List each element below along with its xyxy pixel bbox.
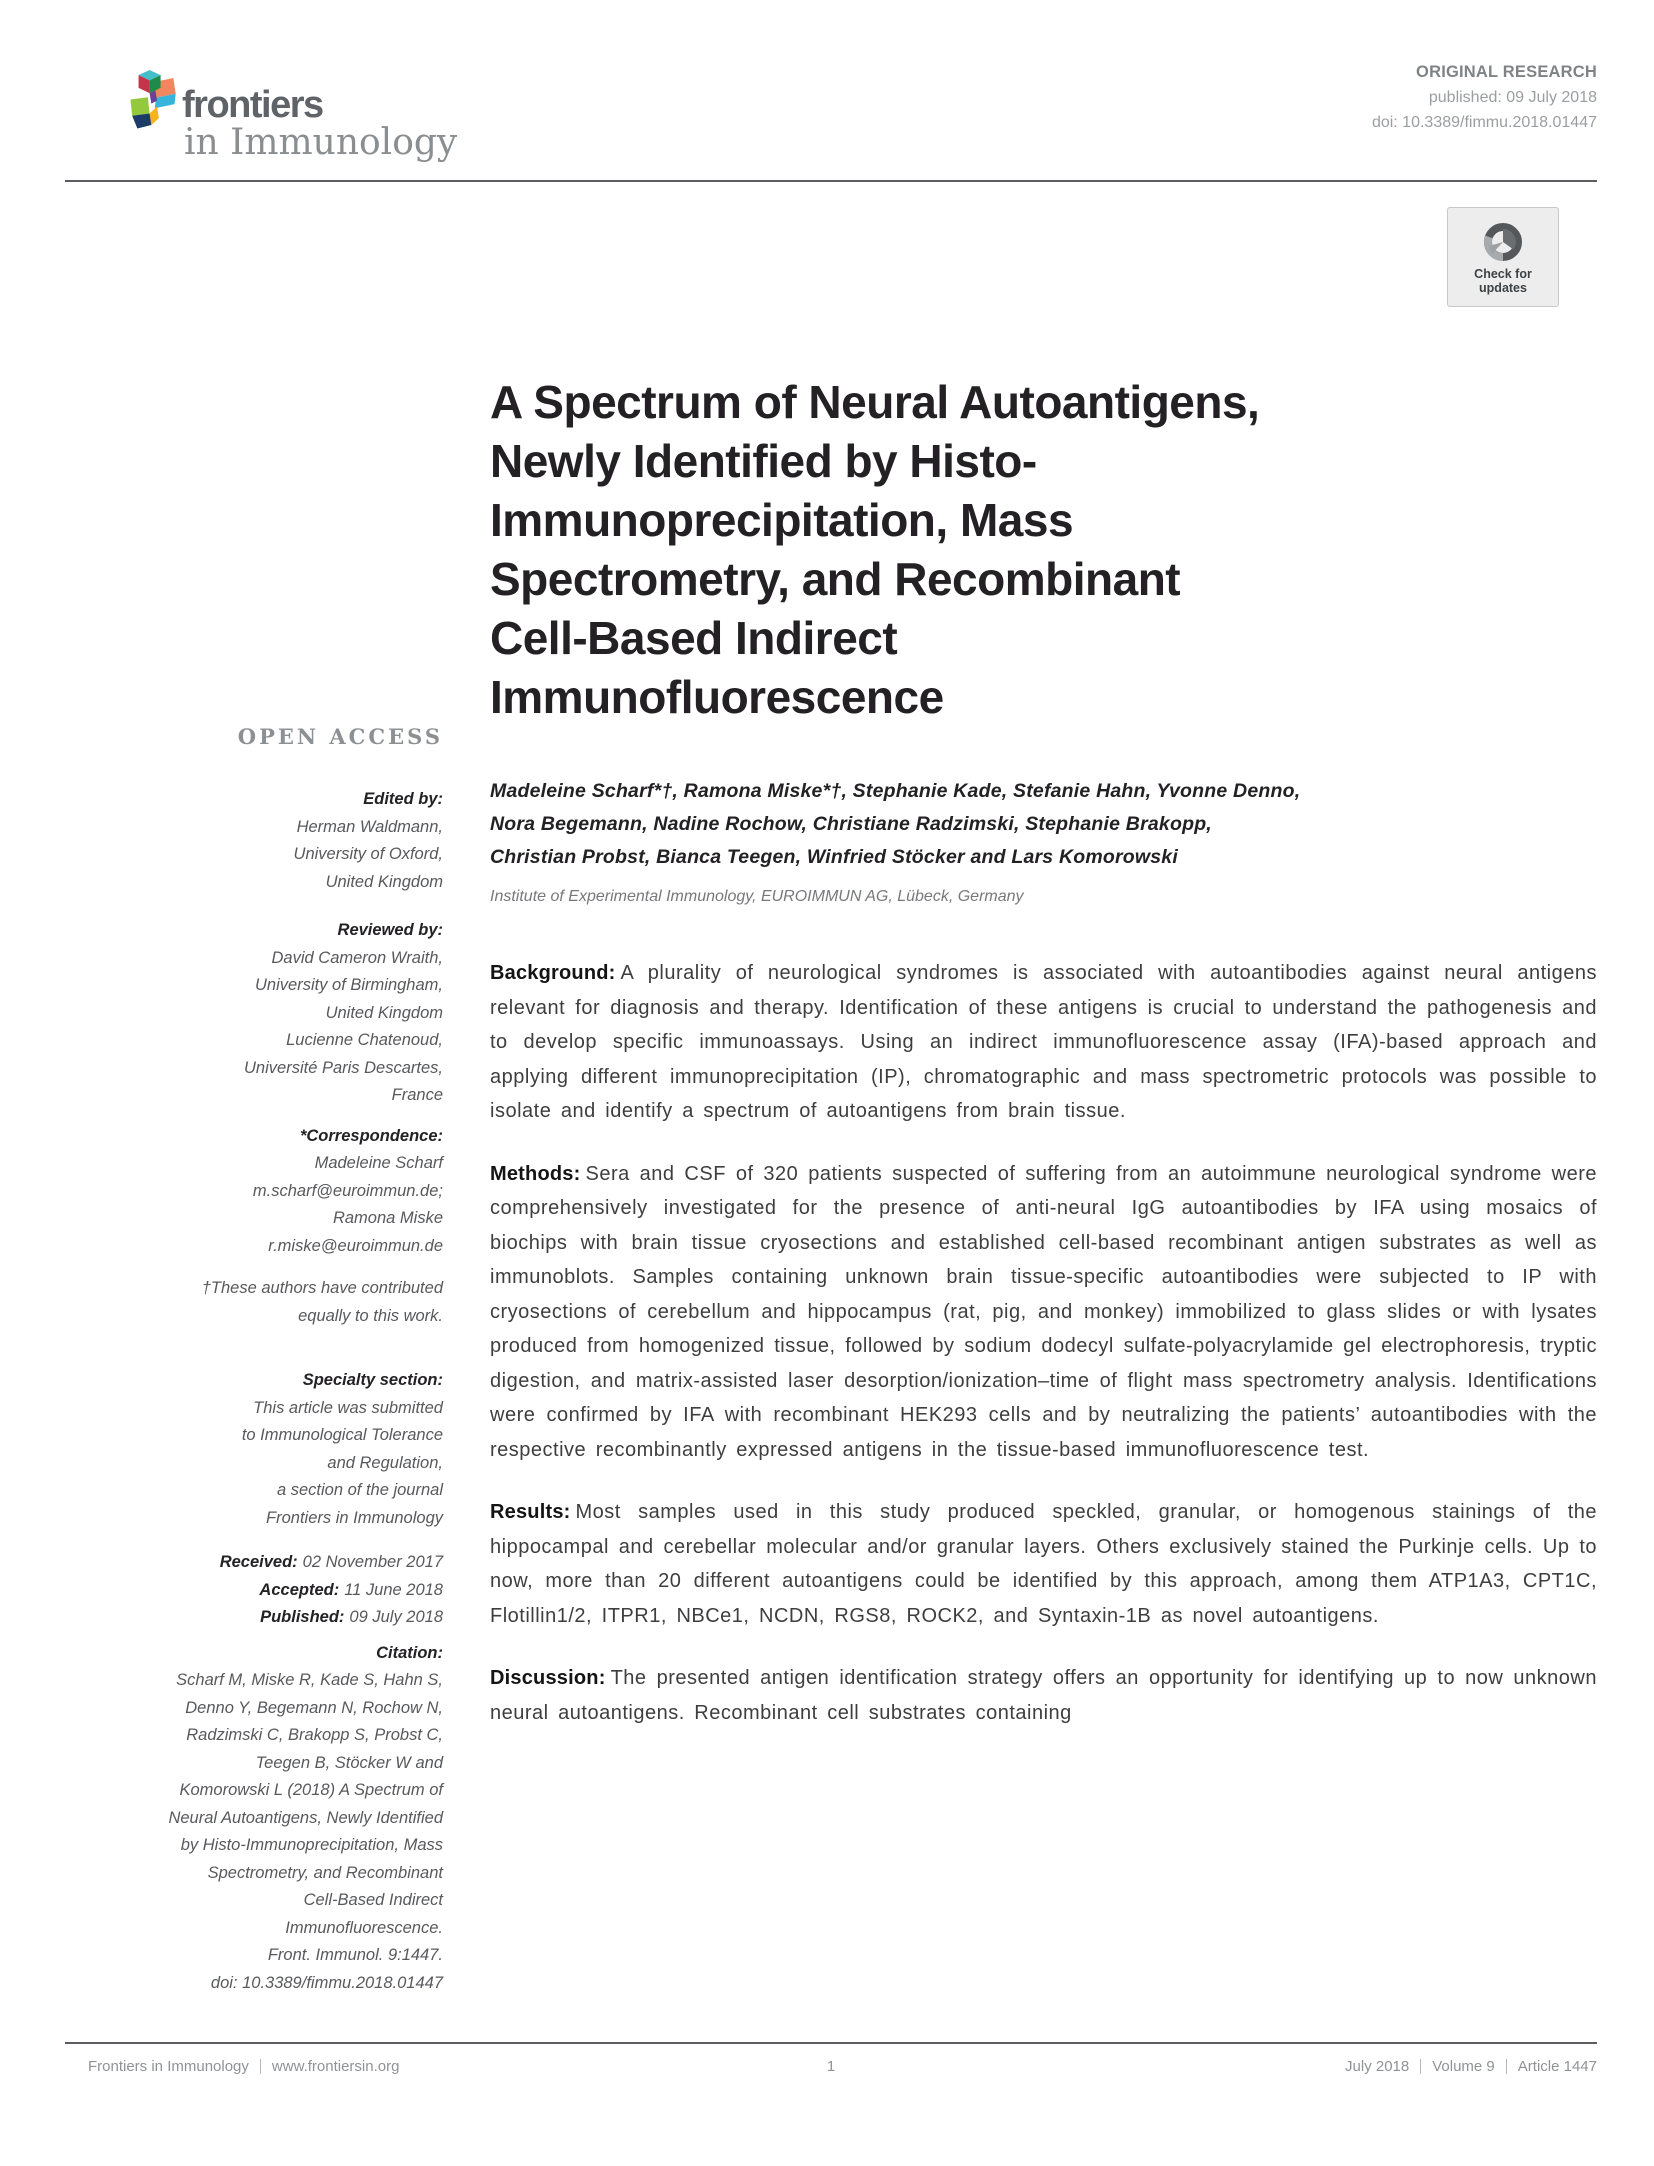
header-divider [65, 180, 1597, 182]
text-line: and Regulation, [327, 1453, 443, 1472]
text-line: Cell-Based Indirect [490, 612, 898, 664]
frontiers-cubes-icon [120, 60, 178, 146]
logo-wordmark: frontiers [182, 84, 323, 126]
text-line: University of Oxford, [293, 845, 443, 863]
accepted-date: Accepted: 11 June 2018 [259, 1580, 443, 1599]
text-line: Madeleine Scharf [314, 1154, 443, 1172]
text-line: Front. Immunol. 9:1447. [267, 1946, 443, 1964]
author-list [490, 775, 1597, 874]
text-line: Cell-Based Indirect [303, 1891, 443, 1909]
text-line: r.miske@euroimmun.de [268, 1236, 443, 1255]
footer-issue-month: July 2018 [1345, 2058, 1410, 2075]
text-line: A Spectrum of Neural Autoantigens, [490, 376, 1260, 428]
affiliation: Institute of Experimental Immunology, EUROIMMUN AG, Lübeck, Germany [490, 888, 1024, 905]
text-line: France [391, 1086, 443, 1104]
text-line: to Immunological Tolerance [241, 1426, 443, 1444]
paragraph-text: Sera and CSF of 320 patients suspected of suffering from an autoimmune neurological syndrome were comprehensively investigated for the presence of anti-neural IgG autoantibodies by IFA using mosaics of biochips with brain tissue cryosections and established cell-based recombinant antigen substrates as well as immunoblots. Samples containing unknown brain tissue-specific autoantibodies were subjected to IP with cryosections of cerebellum and hippocampus (rat, pig, and monkey) immobilized to glass slides or with lysates produced from homogenized tissue, followed by sodium dodecyl sulfate-polyacrylamide gel electrophoresis, tryptic digestion, and matrix-assisted laser desorption/ionization–time of flight mass spectrometry analysis. Identifications were confirmed by IFA with recombinant HEK293 cells and by neutralizing the patients’ autoantibodies with the respective recombinantly expressed antigens in the tissue-based immunofluorescence test. [490, 1162, 1597, 1461]
text-line: University of Birmingham, [255, 976, 443, 994]
footer-divider [65, 2042, 1597, 2044]
specialty-heading: Specialty section: [302, 1371, 443, 1389]
article-type-label: ORIGINAL RESEARCH [1416, 63, 1597, 81]
text-line: United Kingdom [325, 1003, 443, 1022]
text-line: This article was submitted [253, 1398, 443, 1417]
paragraph-text: A plurality of neurological syndromes is associated with autoantibodies against neural antigens relevant for diagnosis and therapy. Identification of these antigens is crucial to understand the pathogenesis and to develop specific immunoassays. Using an indirect immunofluorescence assay (IFA)-based approach and applying different immunoprecipitation (IP), chromatographic and mass spectrometric protocols was possible to isolate and identify a spectrum of autoantigens from brain tissue. [490, 962, 1597, 1122]
text-line: by Histo-Immunoprecipitation, Mass [180, 1836, 443, 1854]
abstract-paragraph-methods [490, 1157, 1597, 1468]
paragraph-label: Background: [490, 962, 616, 984]
contribution-note-lines [88, 1275, 443, 1330]
received-date: Received: 02 November 2017 [219, 1553, 443, 1571]
paragraph-text: The presented antigen identification strategy offers an opportunity for identifying up to now unknown neural autoantigens. Recombinant cell substrates containing [490, 1667, 1597, 1724]
article-sidebar [88, 724, 443, 1997]
paragraph-text: Most samples used in this study produced speckled, granular, or homogenous stainings of the hippocampal and cerebellar molecular and/or granular layers. Others exclusively stained the Purkinje cells. Up to now, more than 20 different autoantigens could be identified by this approach, among them ATP1A3, CPT1C, Flotillin1/2, ITPR1, NBCe1, NCDN, RGS8, ROCK2, and Syntaxin-1B as novel autoantigens. [490, 1501, 1597, 1627]
text-line: m.scharf@euroimmun.de; [252, 1181, 443, 1200]
edited-by-lines [88, 814, 443, 897]
text-line: Spectrometry, and Recombinant [490, 553, 1181, 605]
text-line: United Kingdom [325, 872, 443, 891]
history-dates [88, 1549, 443, 1632]
text-line: Université Paris Descartes, [244, 1058, 443, 1077]
text-line: Immunofluorescence [490, 671, 944, 723]
text-line: doi: 10.3389/fimmu.2018.01447 [210, 1973, 443, 1992]
text-line: Nora Begemann, Nadine Rochow, Christiane Radzimski, Stephanie Brakopp, [490, 813, 1212, 835]
text-line: Teegen B, Stöcker W and [255, 1753, 443, 1772]
page-number: 1 [826, 2058, 836, 2075]
correspondence-heading: *Correspondence: [299, 1126, 443, 1145]
text-line: Ramona Miske [332, 1209, 443, 1227]
abstract-paragraph-results [490, 1495, 1597, 1633]
specialty-section [88, 1367, 443, 1532]
text-line: Scharf M, Miske R, Kade S, Hahn S, [176, 1671, 443, 1689]
text-line: Herman Waldmann, [296, 817, 443, 836]
correspondence-section [88, 1123, 443, 1261]
text-line: Spectrometry, and Recombinant [207, 1863, 443, 1882]
reviewed-by-lines [88, 945, 443, 1110]
text-line: David Cameron Wraith, [271, 948, 443, 967]
text-line: Frontiers in Immunology [266, 1508, 443, 1527]
reviewed-by-heading: Reviewed by: [337, 921, 443, 939]
abstract-paragraph-discussion [490, 1661, 1597, 1730]
text-line: Newly Identified by Histo- [490, 435, 1037, 487]
paragraph-label: Methods: [490, 1162, 581, 1185]
text-line: Madeleine Scharf*†, Ramona Miske*†, Stephanie Kade, Stefanie Hahn, Yvonne Denno, [490, 780, 1301, 802]
text-line: equally to this work. [298, 1306, 443, 1325]
text-line: Denno Y, Begemann N, Rochow N, [185, 1698, 443, 1717]
abstract-paragraph-background [490, 956, 1597, 1129]
open-access-label: OPEN ACCESS [237, 724, 443, 749]
text-line: Neural Autoantigens, Newly Identified [168, 1808, 443, 1827]
article-main [490, 373, 1597, 1758]
text-line: Komorowski L (2018) A Spectrum of [179, 1781, 443, 1799]
logo-journal-name: in Immunology [184, 122, 458, 163]
footer-separator [260, 2059, 261, 2074]
reviewed-by-section [88, 917, 443, 1110]
footer-volume: Volume 9 [1432, 2058, 1495, 2075]
footer-site: www.frontiersin.org [271, 2058, 400, 2075]
footer-journal: Frontiers in Immunology [88, 2058, 249, 2075]
text-line: †These authors have contributed [201, 1279, 443, 1297]
citation-lines [88, 1667, 443, 1997]
check-for-updates-button[interactable] [1447, 207, 1559, 307]
text-line: Lucienne Chatenoud, [286, 1031, 443, 1049]
text-line: Immunofluorescence. [285, 1918, 443, 1937]
published-date-line: Published: 09 July 2018 [260, 1608, 443, 1626]
edited-by-section [88, 786, 443, 896]
text-line: Christian Probst, Bianca Teegen, Winfried Stöcker and Lars Komorowski [490, 846, 1178, 868]
frontiers-logo [120, 60, 540, 170]
text-line: Immunoprecipitation, Mass [490, 494, 1074, 546]
paragraph-label: Discussion: [490, 1667, 606, 1689]
footer-right [1345, 2058, 1597, 2075]
equal-contribution-note [88, 1275, 443, 1330]
doi: doi: 10.3389/fimmu.2018.01447 [1371, 114, 1597, 131]
footer-separator [1420, 2059, 1421, 2074]
published-date: published: 09 July 2018 [1428, 89, 1597, 106]
footer-separator [1506, 2059, 1507, 2074]
crossmark-icon [1481, 220, 1525, 264]
citation-section [88, 1640, 443, 1998]
edited-by-heading: Edited by: [363, 790, 443, 808]
footer-left [88, 2058, 399, 2075]
article-title [490, 373, 1597, 727]
text-line: a section of the journal [276, 1481, 443, 1499]
footer-article: Article 1447 [1517, 2058, 1597, 2075]
correspondence-lines [88, 1150, 443, 1260]
paragraph-label: Results: [490, 1501, 571, 1523]
specialty-lines [88, 1395, 443, 1533]
text-line: Radzimski C, Brakopp S, Probst C, [186, 1726, 443, 1744]
citation-heading: Citation: [376, 1643, 443, 1662]
check-badge-text: Check for updates [1474, 266, 1532, 295]
header-meta [1372, 60, 1597, 135]
